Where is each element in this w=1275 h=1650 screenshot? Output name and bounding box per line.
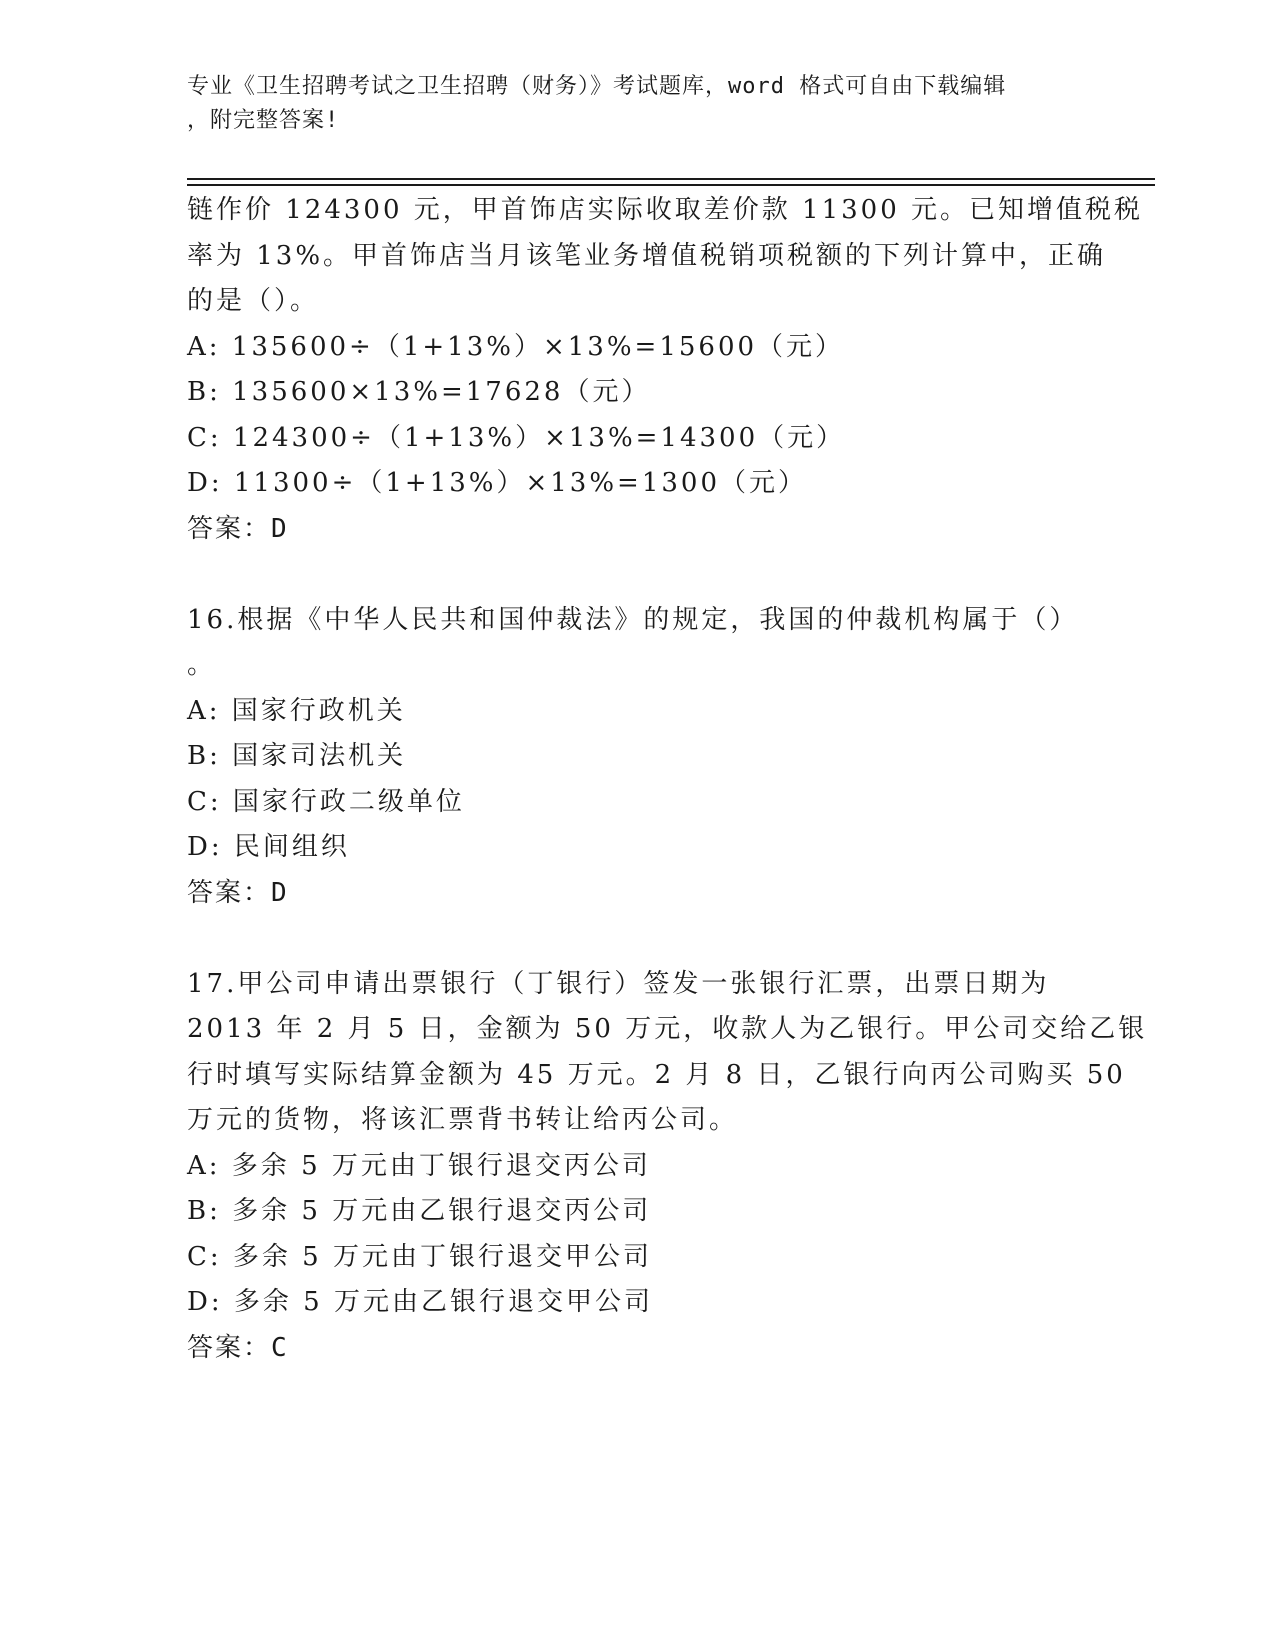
option-a: A: 135600÷（1+13%）×13%=15600（元） — [187, 331, 845, 362]
option-d: D: 多余 5 万元由乙银行退交甲公司 — [187, 1287, 653, 1317]
answer-value: C — [271, 1332, 287, 1363]
header-divider-bottom — [187, 184, 1155, 186]
question-spacer — [187, 552, 1087, 598]
question-15 — [187, 188, 1144, 552]
answer-value: D — [271, 513, 287, 544]
header-divider-top — [187, 178, 1155, 180]
question-stem-line: 率为 13%。甲首饰店当月该笔业务增值税销项税额的下列计算中，正确 — [187, 240, 1107, 271]
answer-label: 答案： — [187, 1332, 272, 1363]
document-body — [187, 188, 1148, 1371]
answer-line — [187, 507, 1087, 553]
question-stem-line: 万元的货物，将该汇票背书转让给丙公司。 — [187, 1105, 739, 1135]
question-stem-line: 行时填写实际结算金额为 45 万元。2 月 8 日，乙银行向丙公司购买 50 — [187, 1059, 1126, 1090]
answer-line — [187, 871, 1087, 917]
option-b: B: 多余 5 万元由乙银行退交丙公司 — [187, 1196, 652, 1226]
document-header — [187, 70, 1087, 138]
option-c: C: 124300÷（1+13%）×13%=14300（元） — [187, 422, 846, 453]
option-a: A: 国家行政机关 — [187, 695, 406, 726]
answer-line — [187, 1326, 1087, 1372]
header-line-2: ，附完整答案! — [187, 108, 340, 133]
option-d: D: 民间组织 — [187, 832, 350, 862]
option-c: C: 多余 5 万元由丁银行退交甲公司 — [187, 1241, 652, 1272]
option-b: B: 国家司法机关 — [187, 741, 407, 771]
option-c: C: 国家行政二级单位 — [187, 786, 465, 817]
question-spacer — [187, 916, 1087, 962]
option-d: D: 11300÷（1+13%）×13%=1300（元） — [187, 468, 808, 498]
question-stem-line: 17.甲公司申请出票银行（丁银行）签发一张银行汇票，出票日期为 — [187, 968, 1050, 999]
question-stem-line: 2013 年 2 月 5 日，金额为 50 万元，收款人为乙银行。甲公司交给乙银 — [187, 1014, 1148, 1044]
option-a: A: 多余 5 万元由丁银行退交丙公司 — [187, 1150, 651, 1181]
question-stem-line: 的是（）。 — [187, 286, 320, 316]
question-stem-line: 16.根据《中华人民共和国仲裁法》的规定，我国的仲裁机构属于（） — [187, 604, 1079, 635]
answer-label: 答案： — [187, 877, 272, 908]
question-stem-line: 。 — [187, 650, 217, 680]
question-17 — [187, 962, 1148, 1372]
header-line-1: 专业《卫生招聘考试之卫生招聘（财务）》考试题库，word 格式可自由下载编辑 — [187, 74, 1007, 99]
answer-value: D — [271, 877, 287, 908]
question-stem-line: 链作价 124300 元，甲首饰店实际收取差价款 11300 元。已知增值税税 — [187, 195, 1144, 225]
option-b: B: 135600×13%=17628（元） — [187, 377, 651, 407]
answer-label: 答案： — [187, 513, 272, 544]
question-16 — [187, 598, 1087, 917]
